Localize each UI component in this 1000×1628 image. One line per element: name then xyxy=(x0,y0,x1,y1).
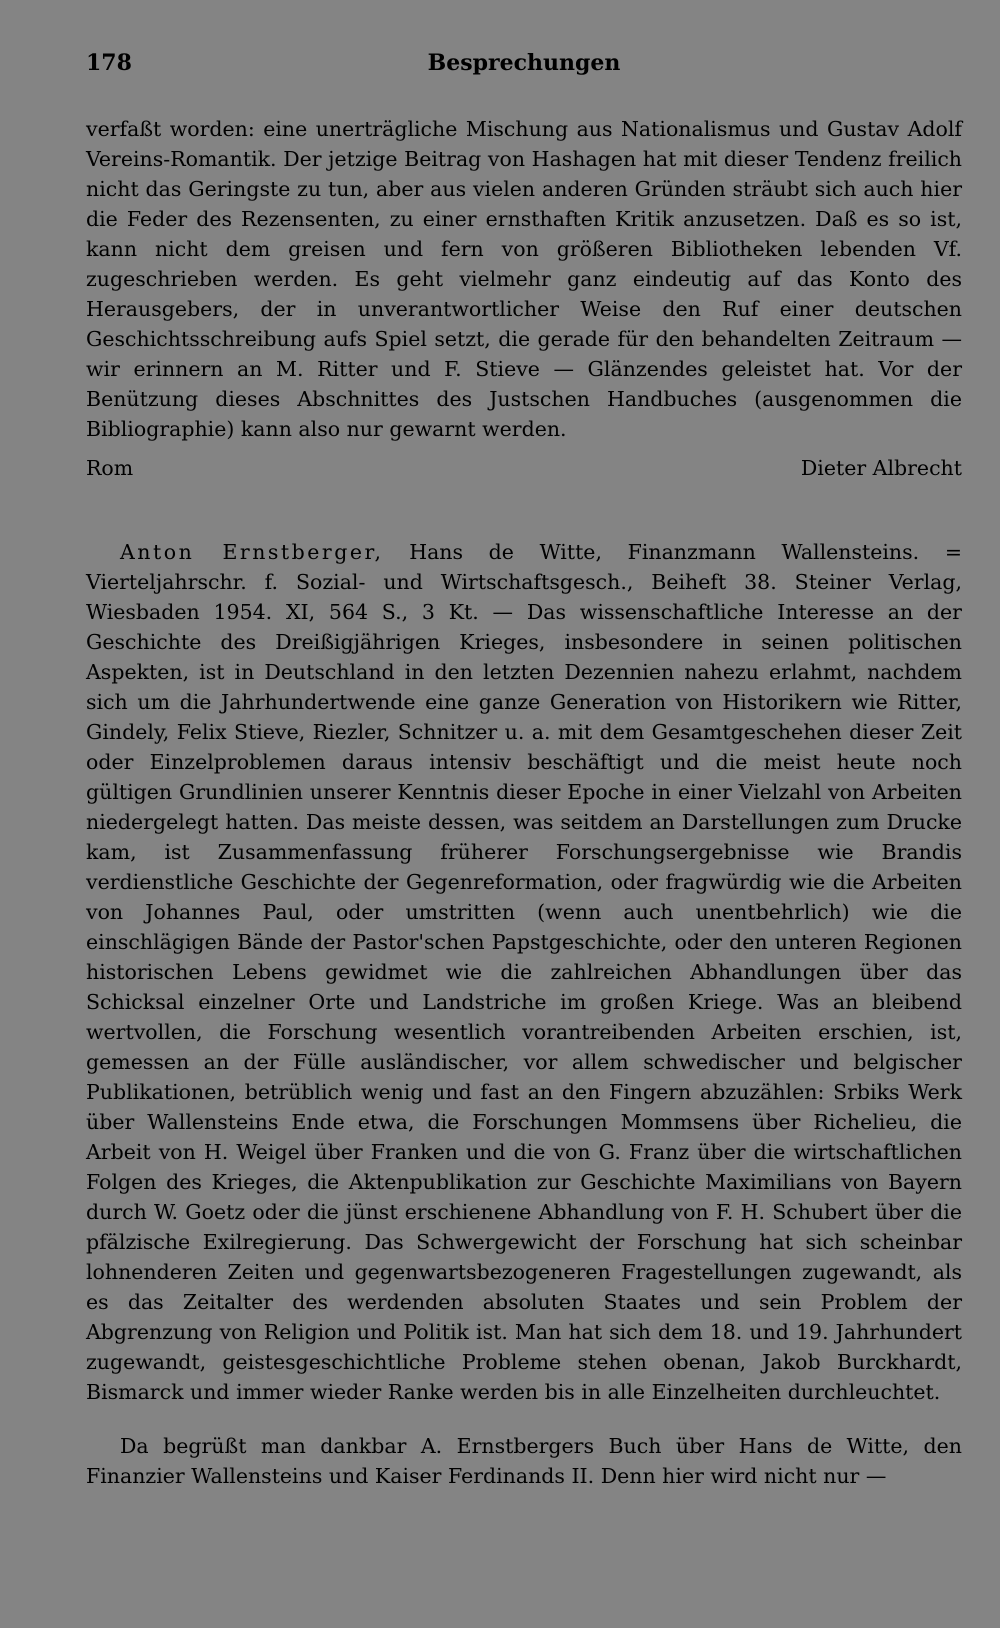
review-author: Anton Ernstberger, xyxy=(120,540,384,564)
review-body: — Das wissenschaftliche Interesse an der Geschichte des Dreißigjährigen Krieges, insbesondere in seinen politischen Aspekten, ist in Deutschland in den letzten Dezennien nahezu erlahmt, nachdem sich um die Jahrhundertwende eine ganze Generation von Historikern wie Ritter, Gindely, Felix Stieve, Riezler, Schnitzer u. a. mit dem Gesamtgeschehen dieser Zeit oder Einzelproblemen daraus intensiv beschäftigt und die meist heute noch gültigen Grundlinien unserer Kenntnis dieser Epoche in einer Vielzahl von Arbeiten niedergelegt hatten. Das meiste dessen, was seitdem an Darstellungen zum Drucke kam, ist Zusammenfassung früherer Forschungsergebnisse wie Brandis verdienstliche Geschichte der Gegenreformation, oder fragwürdig wie die Arbeiten von Johannes Paul, oder umstritten (wenn auch unentbehrlich) wie die einschlägigen Bände der Pastor'schen Papstgeschichte, oder den unteren Regionen historischen Lebens gewidmet wie die zahlreichen Abhandlungen über das Schicksal einzelner Orte und Landstriche im großen Kriege. Was an bleibend wertvollen, die Forschung wesentlich vorantreibenden Arbeiten erschien, ist, gemessen an der Fülle ausländischer, vor allem schwedischer und belgischer Publikationen, betrüblich wenig und fast an den Fingern abzuzählen: Srbiks Werk über Wallensteins Ende etwa, die Forschungen Mommsens über Richelieu, die Arbeit von H. Weigel über Franken und die von G. Franz über die wirtschaftlichen Folgen des Krieges, die Aktenpublikation zur Geschichte Maximilians von Bayern durch W. Goetz oder die jünst erschienene Abhandlung von F. H. Schubert über die pfälzische Exilregierung. Das Schwergewicht der Forschung hat sich scheinbar lohnenderen Zeiten und gegenwartsbezogeneren Fragestellungen zugewandt, als es das Zeitalter des werdenden absoluten Staates und sein Problem der Abgrenzung von Religion und Politik ist. Man hat sich dem 18. und 19. Jahrhundert zugewandt, geistesgeschichtliche Probleme stehen obenan, Jakob Burckhardt, Bismarck und immer wieder Ranke werden bis in alle Einzelheiten durchleuchtet. xyxy=(86,600,962,1404)
signature-reviewer: Dieter Albrecht xyxy=(800,456,962,480)
page-number: 178 xyxy=(86,50,132,76)
review-signature xyxy=(86,453,962,483)
signature-place: Rom xyxy=(86,456,134,480)
review-continuation: Da begrüßt man dankbar A. Ernstbergers Buch über Hans de Witte, den Finanzier Wallensteins und Kaiser Ferdinands II. Denn hier wird nicht nur — xyxy=(86,1434,962,1488)
review-citation: Hans de Witte, Finanzmann Wallensteins. = Vierteljahrschr. f. Sozial- und Wirtschaftsgesch., Beiheft 38. Steiner Verlag, Wiesbaden 1954. XI, 564 S., 3 Kt. xyxy=(86,540,962,624)
document-page xyxy=(86,50,962,1491)
page-header xyxy=(86,50,962,84)
running-head: Besprechungen xyxy=(427,50,621,76)
review-paragraph xyxy=(86,537,962,1407)
previous-review-text: verfaßt worden: eine unerträgliche Mischung aus Nationalismus und Gustav Adolf Vereins-Romantik. Der jetzige Beitrag von Hashagen hat mit dieser Tendenz freilich nicht das Geringste zu tun, aber aus vielen anderen Gründen sträubt sich auch hier die Feder des Rezensenten, zu einer ernsthaften Kritik anzusetzen. Daß es so ist, kann nicht dem greisen und fern von größeren Bibliotheken lebenden Vf. zugeschrieben werden. Es geht vielmehr ganz eindeutig auf das Konto des Herausgebers, der in unverantwortlicher Weise den Ruf einer deutschen Geschichtsschreibung aufs Spiel setzt, die gerade für den behandelten Zeitraum — wir erinnern an M. Ritter und F. Stieve — Glänzendes geleistet hat. Vor der Benützung dieses Abschnittes des Justschen Handbuches (ausgenommen die Bibliographie) kann also nur gewarnt werden. xyxy=(86,117,962,441)
